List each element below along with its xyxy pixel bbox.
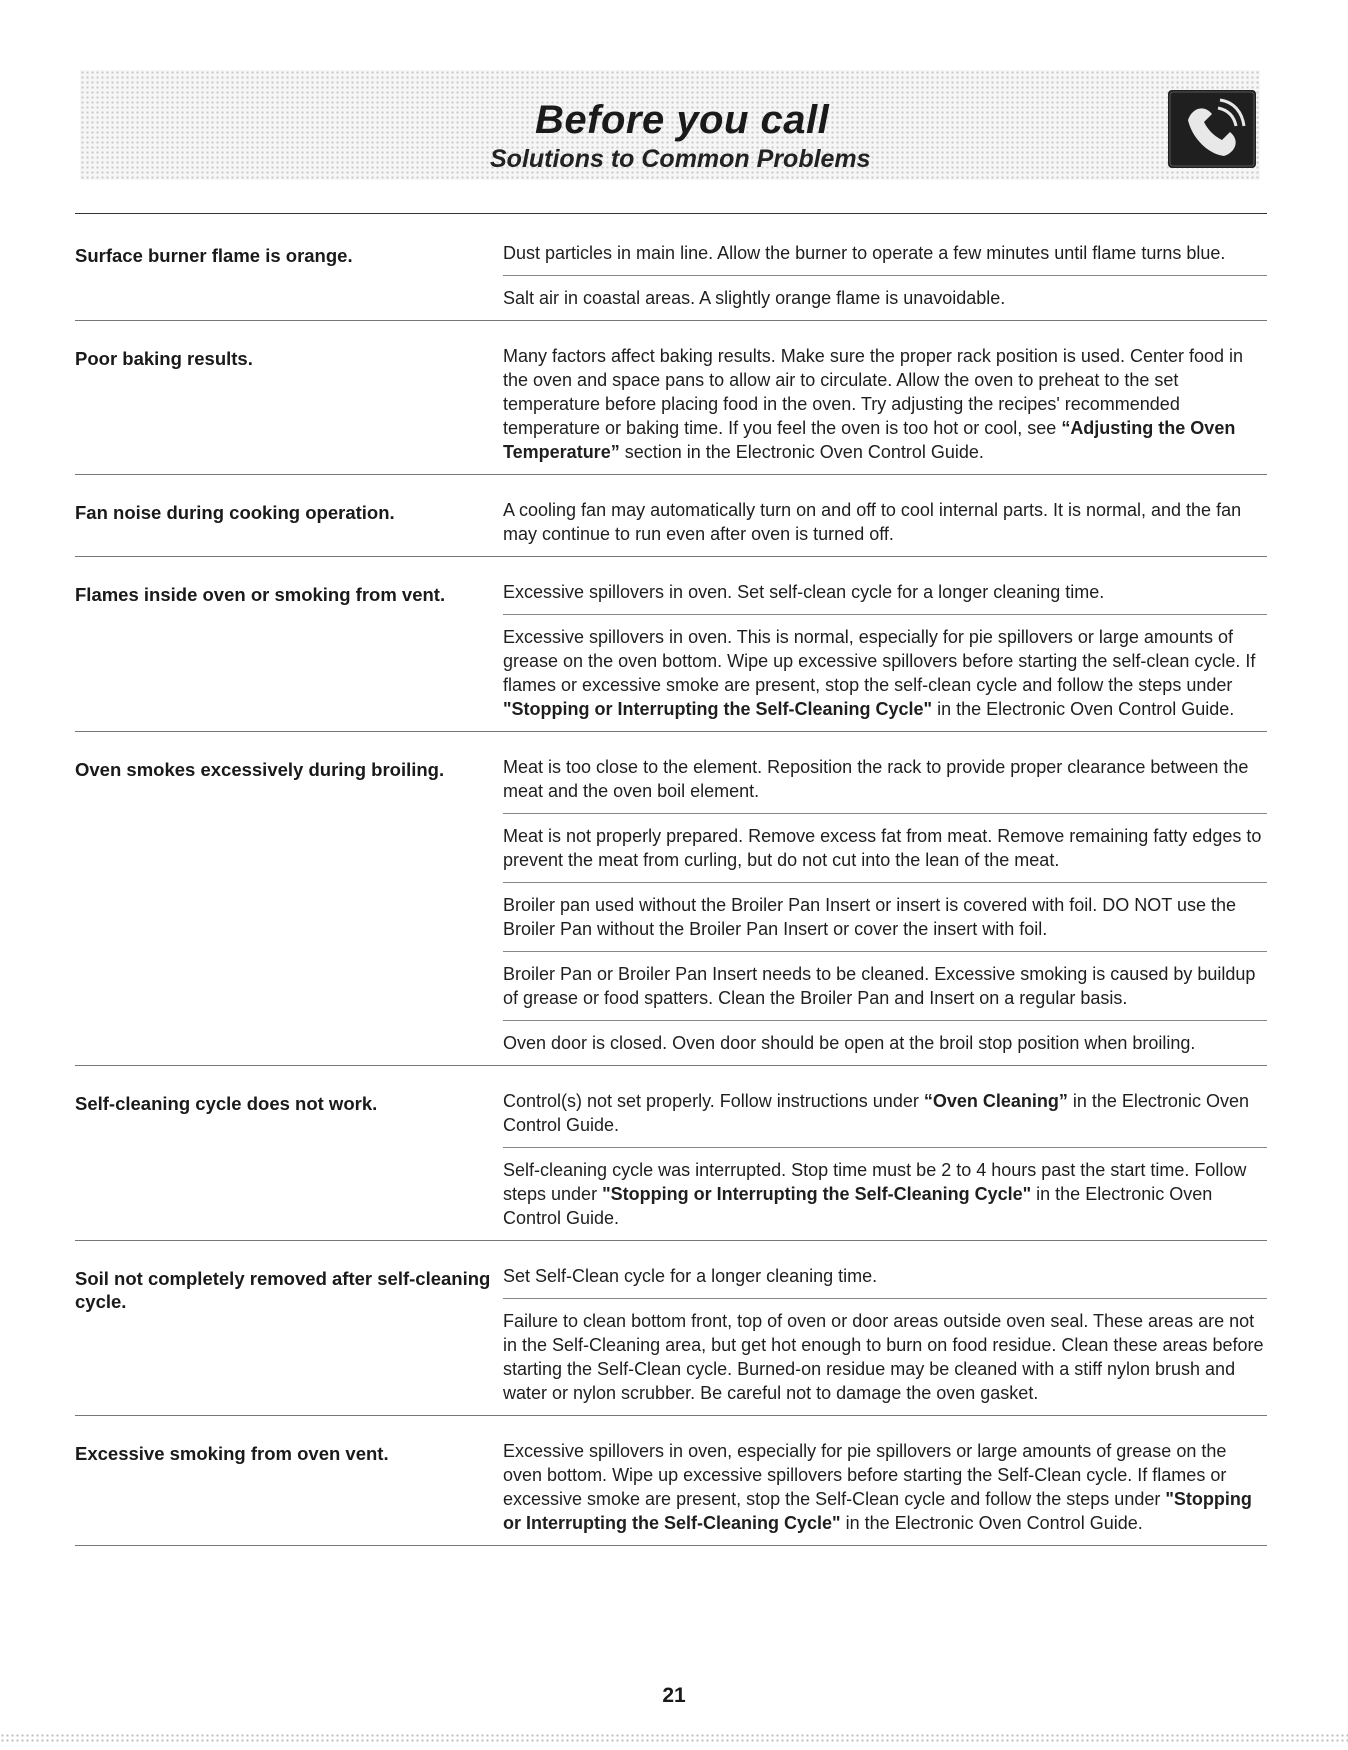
- solution-segment: Failure to clean bottom front, top of oven or door areas outside oven seal. These areas are not in the Self-Cleaning area, but get hot enough to burn on food residue. Clean these areas before starting the Self-Clean cycle. Burned-on residue may be cleaned with a stiff nylon brush and water or nylon scrubber. Be careful not to damage the oven gasket.: [503, 1311, 1264, 1403]
- solution-reference: "Stopping or Interrupting the Self-Cleaning Cycle": [602, 1184, 1032, 1204]
- problem-label: Surface burner flame is orange.: [75, 245, 353, 266]
- page-title: Before you call: [535, 98, 830, 142]
- solution-segment: Self-cleaning cycle was interrupted. Stop time must be 2 to 4 hours past the start time. Follow steps under: [503, 1160, 1247, 1204]
- solutions-column: [503, 1416, 1267, 1545]
- solution-text: [503, 1147, 1267, 1240]
- troubleshooting-table: [75, 218, 1267, 1546]
- solution-text: [503, 1416, 1267, 1545]
- problem-row: [75, 321, 1267, 475]
- solution-segment: Meat is too close to the element. Reposition the rack to provide proper clearance between the meat and the oven boil element.: [503, 757, 1249, 801]
- solution-text: [503, 882, 1267, 951]
- problem-label: Oven smokes excessively during broiling.: [75, 759, 445, 780]
- problem-row: [75, 1416, 1267, 1546]
- solution-reference: "Stopping or Interrupting the Self-Cleaning Cycle": [503, 1489, 1252, 1533]
- solution-segment: Salt air in coastal areas. A slightly orange flame is unavoidable.: [503, 288, 1006, 308]
- solution-reference: “Adjusting the Oven Temperature”: [503, 418, 1236, 462]
- solution-reference: “Oven Cleaning”: [923, 1091, 1068, 1111]
- solution-segment: in the Electronic Oven Control Guide.: [840, 1513, 1143, 1533]
- solution-text: [503, 321, 1267, 474]
- solution-segment: Broiler Pan or Broiler Pan Insert needs to be cleaned. Excessive smoking is caused by buildup of grease or food spatters. Clean the Broiler Pan and Insert on a regular basis.: [503, 964, 1256, 1008]
- problem-label: Soil not completely removed after self-cleaning cycle.: [75, 1268, 491, 1312]
- solution-segment: in the Electronic Oven Control Guide.: [503, 1184, 1213, 1228]
- problem-row: [75, 1066, 1267, 1241]
- solution-segment: Many factors affect baking results. Make sure the proper rack position is used. Center food in the oven and space pans to allow air to circulate. Allow the oven to preheat to the set temperature before placing food in the oven. Try adjusting the recipes' recommended temperature or baking time. If you feel the oven is too hot or cool, see: [503, 346, 1244, 438]
- solution-segment: Oven door is closed. Oven door should be open at the broil stop position when broiling.: [503, 1033, 1196, 1053]
- solution-segment: Control(s) not set properly. Follow instructions under: [503, 1091, 924, 1111]
- solution-text: [503, 475, 1267, 556]
- solution-segment: Dust particles in main line. Allow the burner to operate a few minutes until flame turns blue.: [503, 243, 1226, 263]
- problem-label: Excessive smoking from oven vent.: [75, 1443, 389, 1464]
- problem-row: [75, 218, 1267, 321]
- problem-label: Poor baking results.: [75, 348, 253, 369]
- solution-segment: section in the Electronic Oven Control Guide.: [619, 442, 984, 462]
- phone-icon: [1168, 90, 1256, 168]
- solution-reference: "Stopping or Interrupting the Self-Cleaning Cycle": [503, 699, 933, 719]
- solutions-column: [503, 475, 1267, 556]
- problem-row: [75, 475, 1267, 557]
- solutions-column: [503, 1241, 1267, 1415]
- solution-text: [503, 1298, 1267, 1415]
- solution-segment: Excessive spillovers in oven. Set self-clean cycle for a longer cleaning time.: [503, 582, 1105, 602]
- solution-text: [503, 732, 1267, 813]
- solutions-column: [503, 321, 1267, 474]
- page-number: 21: [662, 1684, 686, 1707]
- solutions-column: [503, 1066, 1267, 1240]
- solution-text: [503, 218, 1267, 275]
- header-divider: [75, 213, 1267, 214]
- solution-text: [503, 951, 1267, 1020]
- solution-segment: in the Electronic Oven Control Guide.: [932, 699, 1235, 719]
- solution-segment: in the Electronic Oven Control Guide.: [503, 1091, 1249, 1135]
- problem-row: [75, 732, 1267, 1066]
- solution-text: [503, 1020, 1267, 1065]
- solutions-column: [503, 557, 1267, 731]
- solution-segment: Set Self-Clean cycle for a longer cleaning time.: [503, 1266, 878, 1286]
- problem-label: Flames inside oven or smoking from vent.: [75, 584, 446, 605]
- page-subtitle: Solutions to Common Problems: [490, 145, 871, 173]
- problem-label: Fan noise during cooking operation.: [75, 502, 395, 523]
- solution-segment: A cooling fan may automatically turn on and off to cool internal parts. It is normal, and the fan may continue to run even after oven is turned off.: [503, 500, 1242, 544]
- solution-text: [503, 1241, 1267, 1298]
- solution-text: [503, 614, 1267, 731]
- solutions-column: [503, 732, 1267, 1065]
- solution-text: [503, 1066, 1267, 1147]
- solution-segment: Excessive spillovers in oven. This is normal, especially for pie spillovers or large amounts of grease on the oven bottom. Wipe up excessive spillovers before starting the self-clean cycle. If flames or excessive smoke are present, stop the self-clean cycle and follow the steps under: [503, 627, 1256, 695]
- solutions-column: [503, 218, 1267, 320]
- solution-segment: Broiler pan used without the Broiler Pan Insert or insert is covered with foil. DO NOT use the Broiler Pan without the Broiler Pan Insert or cover the insert with foil.: [503, 895, 1236, 939]
- solution-text: [503, 557, 1267, 614]
- solution-text: [503, 813, 1267, 882]
- solution-text: [503, 275, 1267, 320]
- problem-row: [75, 1241, 1267, 1416]
- problem-row: [75, 557, 1267, 732]
- problem-label: Self-cleaning cycle does not work.: [75, 1093, 378, 1114]
- solution-segment: Meat is not properly prepared. Remove excess fat from meat. Remove remaining fatty edges to prevent the meat from curling, but do not cut into the lean of the meat.: [503, 826, 1262, 870]
- solution-segment: Excessive spillovers in oven, especially for pie spillovers or large amounts of grease on the oven bottom. Wipe up excessive spillovers before starting the Self-Clean cycle. If flames or excessive smoke are present, stop the Self-Clean cycle and follow the steps under: [503, 1441, 1227, 1509]
- bottom-border: [0, 1733, 1348, 1743]
